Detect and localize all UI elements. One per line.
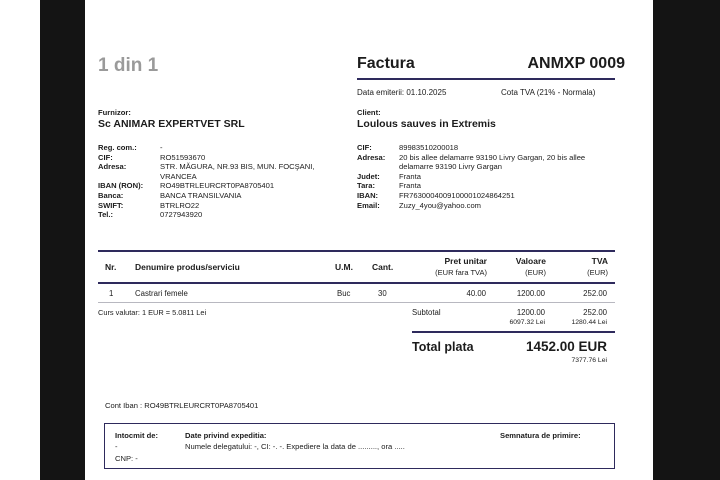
- drafted-label: Intocmit de:: [115, 431, 159, 440]
- row-price: 40.00: [466, 289, 486, 298]
- client-value: 20 bis allee delamarre 93190 Livry Gargan, 20 bis allee delamarre 93190 Livry Gargan: [399, 152, 586, 172]
- issue-date: Data emiterii: 01.10.2025: [357, 88, 447, 97]
- shipping-text: Numele delegatului: -, CI: -. -. Expediere la data de ........., ora .....: [185, 442, 405, 451]
- client-value: Franta: [399, 171, 421, 181]
- supplier-key: Banca:: [98, 190, 124, 200]
- supplier-value: -: [160, 143, 163, 152]
- row-product: Castrari femele: [135, 289, 188, 298]
- row-nr: 1: [109, 289, 114, 298]
- subtotal-value-lei: 6097.32 Lei: [509, 319, 545, 326]
- col-product: Denumire produs/serviciu: [135, 262, 240, 272]
- client-value: 89983510200018: [399, 143, 459, 152]
- drafted-value: -: [115, 442, 118, 451]
- supplier-key: IBAN (RON):: [98, 181, 144, 191]
- row-um: Buc: [337, 289, 351, 298]
- supplier-key: CIF:: [98, 152, 113, 162]
- right-dark-margin: [653, 0, 720, 480]
- total-label: Total plata: [412, 340, 474, 354]
- supplier-key: Tel.:: [98, 210, 114, 220]
- page-indicator: 1 din 1: [98, 55, 159, 76]
- client-value: Franta: [399, 181, 421, 191]
- col-nr: Nr.: [105, 262, 117, 272]
- client-key: Tara:: [357, 181, 376, 191]
- cont-iban: Cont Iban : RO49BTRLEURCRT0PA8705401: [105, 401, 259, 410]
- total-rule: [412, 331, 615, 333]
- invoice-title: Factura: [357, 55, 415, 72]
- subtotal-label: Subtotal: [412, 308, 441, 317]
- supplier-value: BTRLRO22: [160, 200, 200, 210]
- signature-label: Semnatura de primire:: [500, 431, 581, 440]
- client-value: FR7630004009100001024864251: [399, 190, 515, 200]
- col-price: [410, 256, 487, 278]
- col-vat-sub: (EUR): [587, 268, 608, 277]
- col-value: [490, 256, 546, 278]
- col-value-label: Valoare: [515, 256, 546, 266]
- col-price-sub: (EUR fara TVA): [435, 268, 487, 277]
- invoice-number: ANMXP 0009: [527, 55, 625, 72]
- col-vat-label: TVA: [591, 256, 608, 266]
- col-um: U.M.: [335, 262, 353, 272]
- supplier-value: BANCA TRANSILVANIA: [160, 190, 242, 200]
- client-label: Client:: [357, 108, 381, 117]
- client-name: Loulous sauves in Extremis: [357, 118, 496, 130]
- left-dark-margin: [40, 0, 85, 480]
- exchange-rate: Curs valutar: 1 EUR = 5.0811 Lei: [98, 308, 207, 317]
- table-header-rule: [98, 282, 615, 284]
- supplier-value: RO49BTRLEURCRT0PA8705401: [160, 181, 275, 191]
- row-divider: [98, 302, 615, 303]
- supplier-value: 0727943920: [160, 210, 203, 220]
- footer-box: [104, 423, 615, 469]
- col-price-label: Pret unitar: [444, 256, 487, 266]
- client-key: CIF:: [357, 143, 372, 152]
- supplier-key: Reg. com.:: [98, 143, 137, 152]
- client-key: Email:: [357, 200, 380, 210]
- subtotal-vat-eur: 252.00: [583, 308, 607, 317]
- supplier-details: [98, 143, 348, 220]
- title-underline: [357, 78, 615, 80]
- subtotal-vat-lei: 1280.44 Lei: [571, 319, 607, 326]
- supplier-key: Adresa:: [98, 162, 127, 172]
- total-eur: 1452.00 EUR: [525, 339, 607, 354]
- total-lei: 7377.76 Lei: [571, 357, 607, 364]
- client-key: IBAN:: [357, 190, 379, 200]
- col-vat: [555, 256, 608, 278]
- client-key: Adresa:: [357, 152, 386, 162]
- row-qty: 30: [378, 289, 387, 298]
- supplier-value: RO51593670: [160, 152, 206, 162]
- supplier-key: SWIFT:: [98, 200, 124, 210]
- supplier-label: Furnizor:: [98, 108, 131, 117]
- cnp: CNP: -: [115, 454, 138, 463]
- shipping-title: Date privind expeditia:: [185, 431, 267, 440]
- row-vat: 252.00: [583, 289, 607, 298]
- client-details: [357, 143, 615, 210]
- invoice-page: [85, 0, 653, 480]
- client-key: Judet:: [357, 171, 380, 181]
- supplier-name: Sc ANIMAR EXPERTVET SRL: [98, 118, 245, 130]
- subtotal-value-eur: 1200.00: [516, 308, 545, 317]
- supplier-value: STR. MĂGURA, NR.93 BIS, MUN. FOCŞANI, VRANCEA: [160, 162, 315, 181]
- col-value-sub: (EUR): [525, 268, 546, 277]
- row-value: 1200.00: [516, 289, 545, 298]
- client-value: Zuzy_4you@yahoo.com: [399, 200, 481, 210]
- table-top-rule: [98, 250, 615, 252]
- col-qty: Cant.: [372, 262, 394, 272]
- vat-rate: Cota TVA (21% - Normala): [501, 88, 596, 97]
